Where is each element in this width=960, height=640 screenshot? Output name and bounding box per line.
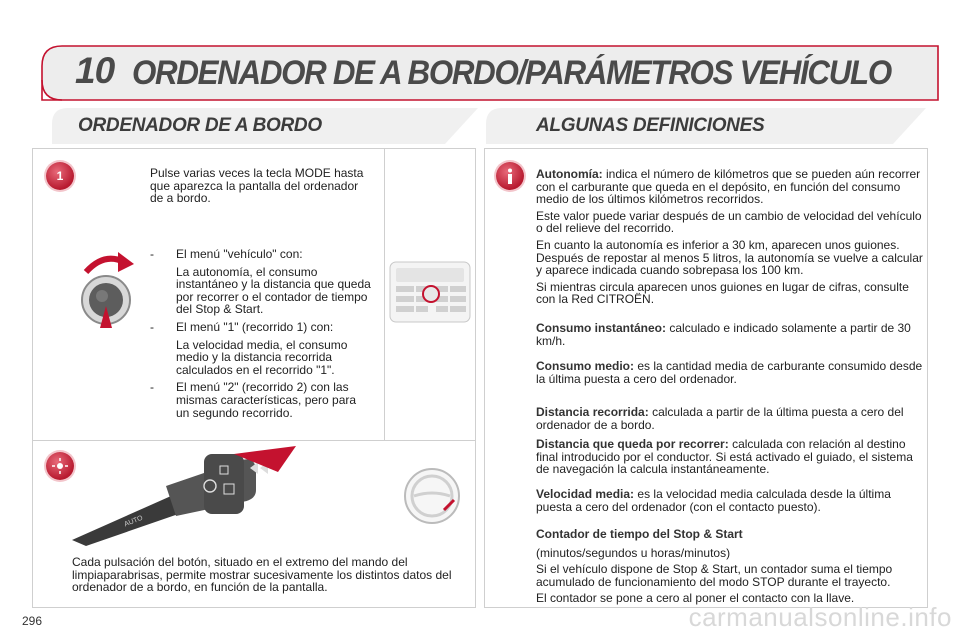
mode-button-illustration (72, 250, 142, 330)
definition-distancia-queda: Distancia que queda por recorrer: calculada con relación al destino final introducido por el conductor. Si está activado el guiado, el sistema de navegación la calcula instantáneamente. (536, 437, 913, 477)
stalk-label: AUTO (123, 514, 144, 529)
footer-text: Cada pulsación del botón, situado en el extremo del mando del limpiaparabrisas, permite mostrar sucesivamente los distintos datos del ordenador de a bordo, en función de la pantalla. (72, 555, 452, 595)
chapter-number: 10 (75, 50, 115, 91)
list-item: - El menú "2" (recorrido 2) con las mismas características, pero para un segundo recorrido. (150, 380, 357, 420)
list-item-detail: La velocidad media, el consumo medio y la distancia recorrida calculados en el recorrido "1". (176, 337, 348, 377)
definition-consumo-medio: Consumo medio: es la cantidad media de carburante consumido desde la última puesta a cero del ordenador. (536, 359, 923, 386)
menu-list (150, 248, 372, 419)
definition-distancia-recorrida: Distancia recorrida: calculada a partir de la última puesta a cero del ordenador de a bordo. (536, 405, 904, 432)
info-icon (496, 162, 524, 190)
right-section-title: ALGUNAS DEFINICIONES (536, 115, 765, 136)
watermark: carmanualsonline.info (688, 602, 952, 632)
panel-divider (32, 440, 476, 441)
list-item: - El menú "vehículo" con: (150, 247, 303, 261)
definition-consumo-instantaneo: Consumo instantáneo: calculado e indicado solamente a partir de 30 km/h. (536, 321, 911, 348)
steering-wheel-illustration (402, 466, 462, 526)
step-badge: 1 (46, 162, 74, 190)
page-number: 296 (22, 614, 43, 628)
intro-text: Pulse varias veces la tecla MODE hasta que aparezca la pantalla del ordenador de a bordo. (150, 166, 364, 206)
panel-divider (384, 148, 385, 440)
list-item: - El menú "1" (recorrido 1) con: (150, 319, 334, 334)
audio-unit-illustration (388, 258, 472, 328)
definition-contador: Contador de tiempo del Stop & Start (minutos/segundos u horas/minutos) Si el vehículo dispone de Stop & Start, un contador suma el tiempo acumulado de funcionamiento del modo STOP durante el trayecto. El contador se pone a cero al poner el contacto con la llave. (536, 527, 893, 606)
arrow-icon (118, 252, 134, 272)
left-section-title: ORDENADOR DE A BORDO (78, 115, 322, 136)
definition-velocidad-media: Velocidad media: es la velocidad media calculada desde la última puesta a cero del ordenador (con el contacto puesto). (536, 487, 891, 514)
wiper-stalk-illustration (66, 446, 296, 546)
chapter-title: ORDENADOR DE A BORDO/PARÁMETROS VEHÍCULO (132, 54, 891, 92)
definition-autonomia: Autonomía: indica el número de kilómetros que se pueden aún recorrer con el carburante que queda en el depósito, en función del consumo medio de los últimos kilómetros recorridos. Este valor puede variar después de un cambio de velocidad del vehículo o del relieve del recorrido. En cuanto la autonomía es inferior a 30 km, aparecen unos guiones. Después de repostar al menos 5 litros, la autonomía se vuelve a calcular y aparece indicada cuando sobrepasa los 100 km. Si mientras circula aparecen unos guiones en lugar de cifras, consulte con la Red CITROËN. (536, 167, 923, 307)
list-item-detail: La autonomía, el consumo instantáneo y la distancia que queda por recorrer o el contador de tiempo del Stop & Start. (176, 264, 371, 317)
